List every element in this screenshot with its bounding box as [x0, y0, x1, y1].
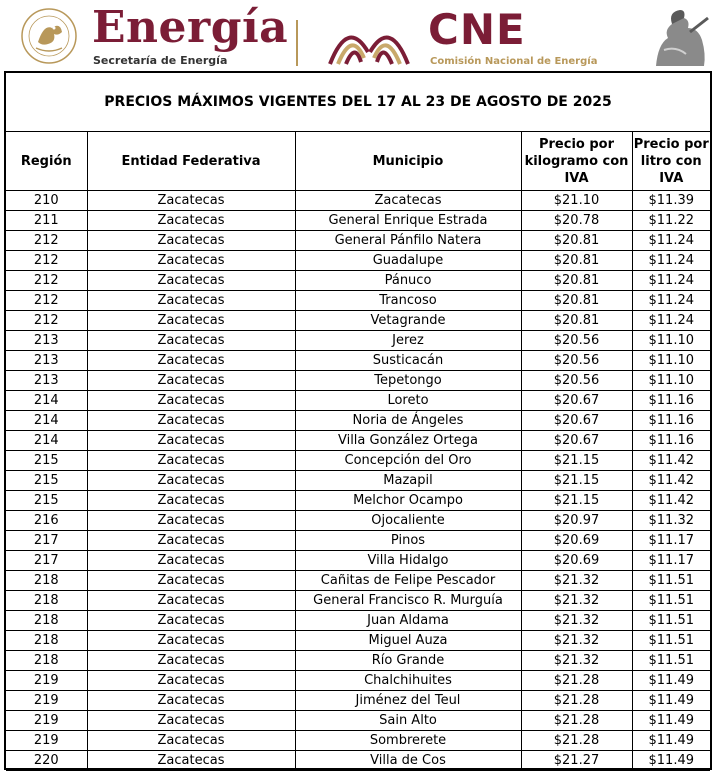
cell-region: 219: [6, 731, 87, 751]
cell-precio-litro: $11.51: [632, 611, 710, 631]
cell-precio-litro: $11.51: [632, 591, 710, 611]
cell-region: 219: [6, 711, 87, 731]
cell-entidad: Zacatecas: [87, 631, 295, 651]
cell-entidad: Zacatecas: [87, 531, 295, 551]
table-row: [6, 311, 710, 331]
cell-precio-litro: $11.10: [632, 331, 710, 351]
cne-logo-icon: [322, 12, 416, 68]
table-row: [6, 471, 710, 491]
cell-precio-litro: $11.24: [632, 271, 710, 291]
statue-icon: [646, 10, 712, 66]
cell-precio-litro: $11.49: [632, 671, 710, 691]
cell-precio-litro: $11.16: [632, 411, 710, 431]
table-row: [6, 451, 710, 471]
cell-region: 214: [6, 411, 87, 431]
cell-region: 219: [6, 691, 87, 711]
cell-entidad: Zacatecas: [87, 311, 295, 331]
cell-entidad: Zacatecas: [87, 651, 295, 671]
table-row: [6, 411, 710, 431]
table-row: [6, 671, 710, 691]
column-header-precio-litro: Precio por litro con IVA: [632, 132, 710, 191]
cell-precio-kg: $20.78: [521, 211, 632, 231]
table-row: [6, 711, 710, 731]
cell-region: 212: [6, 291, 87, 311]
cell-precio-litro: $11.42: [632, 471, 710, 491]
cell-municipio: Pánuco: [295, 271, 521, 291]
cell-municipio: Guadalupe: [295, 251, 521, 271]
cell-entidad: Zacatecas: [87, 491, 295, 511]
table-row: [6, 431, 710, 451]
cell-region: 219: [6, 671, 87, 691]
header: [0, 0, 717, 70]
table-row: [6, 491, 710, 511]
mexico-seal-icon: [14, 6, 84, 66]
energia-title: Energía: [92, 2, 289, 53]
table-body: [6, 191, 710, 771]
cell-municipio: Mazapil: [295, 471, 521, 491]
cell-entidad: Zacatecas: [87, 251, 295, 271]
cell-precio-kg: $21.28: [521, 671, 632, 691]
cell-region: 214: [6, 431, 87, 451]
table-row: [6, 251, 710, 271]
cell-precio-litro: $11.24: [632, 231, 710, 251]
energia-subtitle: Secretaría de Energía: [93, 54, 228, 67]
table-row: [6, 591, 710, 611]
table-row: [6, 651, 710, 671]
cell-municipio: Sombrerete: [295, 731, 521, 751]
table-row: [6, 331, 710, 351]
cell-precio-litro: $11.39: [632, 191, 710, 211]
cell-region: 218: [6, 611, 87, 631]
table-header-row: [6, 132, 710, 191]
cell-precio-kg: $20.56: [521, 371, 632, 391]
cell-precio-litro: $11.16: [632, 431, 710, 451]
cell-region: 217: [6, 531, 87, 551]
cell-precio-kg: $21.10: [521, 191, 632, 211]
cell-precio-kg: $21.28: [521, 731, 632, 751]
column-header-entidad: Entidad Federativa: [87, 132, 295, 191]
cell-municipio: Villa de Cos: [295, 751, 521, 771]
cell-precio-kg: $21.27: [521, 751, 632, 771]
cell-municipio: Pinos: [295, 531, 521, 551]
cell-entidad: Zacatecas: [87, 371, 295, 391]
cell-precio-litro: $11.49: [632, 731, 710, 751]
cell-entidad: Zacatecas: [87, 571, 295, 591]
cell-entidad: Zacatecas: [87, 551, 295, 571]
column-header-municipio: Municipio: [295, 132, 521, 191]
table-row: [6, 271, 710, 291]
cell-region: 212: [6, 271, 87, 291]
cell-precio-litro: $11.17: [632, 551, 710, 571]
table-row: [6, 291, 710, 311]
cell-entidad: Zacatecas: [87, 471, 295, 491]
column-header-region: Región: [6, 132, 87, 191]
table-row: [6, 731, 710, 751]
cell-municipio: Villa González Ortega: [295, 431, 521, 451]
cell-precio-kg: $20.67: [521, 411, 632, 431]
cell-entidad: Zacatecas: [87, 671, 295, 691]
cell-precio-litro: $11.42: [632, 491, 710, 511]
cell-precio-kg: $21.28: [521, 711, 632, 731]
cell-precio-kg: $21.15: [521, 471, 632, 491]
cell-region: 212: [6, 311, 87, 331]
cell-precio-litro: $11.22: [632, 211, 710, 231]
cell-entidad: Zacatecas: [87, 431, 295, 451]
cell-municipio: Juan Aldama: [295, 611, 521, 631]
cell-municipio: Jiménez del Teul: [295, 691, 521, 711]
cell-region: 218: [6, 631, 87, 651]
cell-municipio: Melchor Ocampo: [295, 491, 521, 511]
cell-entidad: Zacatecas: [87, 191, 295, 211]
cell-precio-litro: $11.42: [632, 451, 710, 471]
cell-precio-litro: $11.24: [632, 251, 710, 271]
cell-precio-kg: $20.69: [521, 531, 632, 551]
cell-municipio: Noria de Ángeles: [295, 411, 521, 431]
cell-precio-kg: $21.15: [521, 451, 632, 471]
cell-region: 212: [6, 231, 87, 251]
cne-title: CNE: [428, 5, 526, 54]
cell-municipio: Vetagrande: [295, 311, 521, 331]
header-divider: [296, 20, 298, 66]
cell-municipio: Concepción del Oro: [295, 451, 521, 471]
cell-precio-litro: $11.51: [632, 571, 710, 591]
cell-precio-litro: $11.16: [632, 391, 710, 411]
cell-precio-litro: $11.17: [632, 531, 710, 551]
table-row: [6, 191, 710, 211]
document-title: PRECIOS MÁXIMOS VIGENTES DEL 17 AL 23 DE AGOSTO DE 2025: [6, 73, 710, 132]
cell-region: 218: [6, 571, 87, 591]
cell-municipio: Tepetongo: [295, 371, 521, 391]
cell-municipio: Villa Hidalgo: [295, 551, 521, 571]
cell-region: 215: [6, 471, 87, 491]
cell-precio-litro: $11.10: [632, 371, 710, 391]
cell-entidad: Zacatecas: [87, 611, 295, 631]
cell-municipio: Jerez: [295, 331, 521, 351]
cell-region: 213: [6, 331, 87, 351]
cell-precio-litro: $11.32: [632, 511, 710, 531]
cell-entidad: Zacatecas: [87, 711, 295, 731]
cell-region: 215: [6, 451, 87, 471]
cell-municipio: Susticacán: [295, 351, 521, 371]
cne-subtitle: Comisión Nacional de Energía: [430, 56, 598, 67]
cell-precio-litro: $11.24: [632, 291, 710, 311]
cell-precio-litro: $11.49: [632, 751, 710, 771]
cell-entidad: Zacatecas: [87, 731, 295, 751]
cell-entidad: Zacatecas: [87, 291, 295, 311]
table-row: [6, 231, 710, 251]
cell-precio-kg: $21.32: [521, 631, 632, 651]
table-row: [6, 691, 710, 711]
table-row: [6, 211, 710, 231]
cell-precio-kg: $20.56: [521, 331, 632, 351]
cell-precio-kg: $21.32: [521, 571, 632, 591]
cell-region: 211: [6, 211, 87, 231]
cell-municipio: General Enrique Estrada: [295, 211, 521, 231]
cell-region: 215: [6, 491, 87, 511]
table-row: [6, 571, 710, 591]
cell-municipio: Chalchihuites: [295, 671, 521, 691]
cell-municipio: Cañitas de Felipe Pescador: [295, 571, 521, 591]
cell-municipio: Zacatecas: [295, 191, 521, 211]
cell-entidad: Zacatecas: [87, 271, 295, 291]
table-row: [6, 351, 710, 371]
cell-municipio: Ojocaliente: [295, 511, 521, 531]
cell-precio-litro: $11.49: [632, 711, 710, 731]
cell-precio-kg: $20.67: [521, 431, 632, 451]
table-row: [6, 751, 710, 771]
cell-precio-kg: $20.67: [521, 391, 632, 411]
cell-precio-litro: $11.51: [632, 631, 710, 651]
cell-precio-kg: $20.97: [521, 511, 632, 531]
cell-precio-kg: $20.81: [521, 231, 632, 251]
table-row: [6, 511, 710, 531]
cell-precio-litro: $11.10: [632, 351, 710, 371]
cell-region: 214: [6, 391, 87, 411]
cell-precio-kg: $21.32: [521, 591, 632, 611]
cell-precio-kg: $20.56: [521, 351, 632, 371]
cell-entidad: Zacatecas: [87, 591, 295, 611]
cell-precio-litro: $11.51: [632, 651, 710, 671]
cell-precio-kg: $20.69: [521, 551, 632, 571]
cell-precio-litro: $11.49: [632, 691, 710, 711]
cell-entidad: Zacatecas: [87, 751, 295, 771]
cell-precio-kg: $21.32: [521, 611, 632, 631]
cell-municipio: Loreto: [295, 391, 521, 411]
cell-municipio: Miguel Auza: [295, 631, 521, 651]
cell-precio-kg: $20.81: [521, 311, 632, 331]
cell-municipio: General Pánfilo Natera: [295, 231, 521, 251]
cell-region: 217: [6, 551, 87, 571]
cell-region: 218: [6, 591, 87, 611]
cell-entidad: Zacatecas: [87, 691, 295, 711]
cell-municipio: Río Grande: [295, 651, 521, 671]
cell-precio-kg: $20.81: [521, 291, 632, 311]
cell-municipio: Sain Alto: [295, 711, 521, 731]
table-row: [6, 551, 710, 571]
cell-municipio: Trancoso: [295, 291, 521, 311]
cell-entidad: Zacatecas: [87, 331, 295, 351]
cell-region: 216: [6, 511, 87, 531]
cell-entidad: Zacatecas: [87, 391, 295, 411]
cell-entidad: Zacatecas: [87, 511, 295, 531]
table-row: [6, 531, 710, 551]
cell-entidad: Zacatecas: [87, 451, 295, 471]
cell-municipio: General Francisco R. Murguía: [295, 591, 521, 611]
cell-precio-kg: $20.81: [521, 251, 632, 271]
price-table: [6, 132, 710, 771]
cell-precio-kg: $21.28: [521, 691, 632, 711]
cell-precio-kg: $21.32: [521, 651, 632, 671]
cell-precio-kg: $20.81: [521, 271, 632, 291]
cell-region: 213: [6, 351, 87, 371]
table-row: [6, 611, 710, 631]
cell-precio-kg: $21.15: [521, 491, 632, 511]
cell-entidad: Zacatecas: [87, 211, 295, 231]
column-header-precio-kg: Precio por kilogramo con IVA: [521, 132, 632, 191]
cell-precio-litro: $11.24: [632, 311, 710, 331]
table-row: [6, 371, 710, 391]
cell-region: 220: [6, 751, 87, 771]
cell-entidad: Zacatecas: [87, 411, 295, 431]
price-document: [4, 71, 712, 770]
cell-region: 218: [6, 651, 87, 671]
table-row: [6, 391, 710, 411]
cell-entidad: Zacatecas: [87, 351, 295, 371]
cell-region: 213: [6, 371, 87, 391]
table-row: [6, 631, 710, 651]
cell-entidad: Zacatecas: [87, 231, 295, 251]
cell-region: 212: [6, 251, 87, 271]
cell-region: 210: [6, 191, 87, 211]
